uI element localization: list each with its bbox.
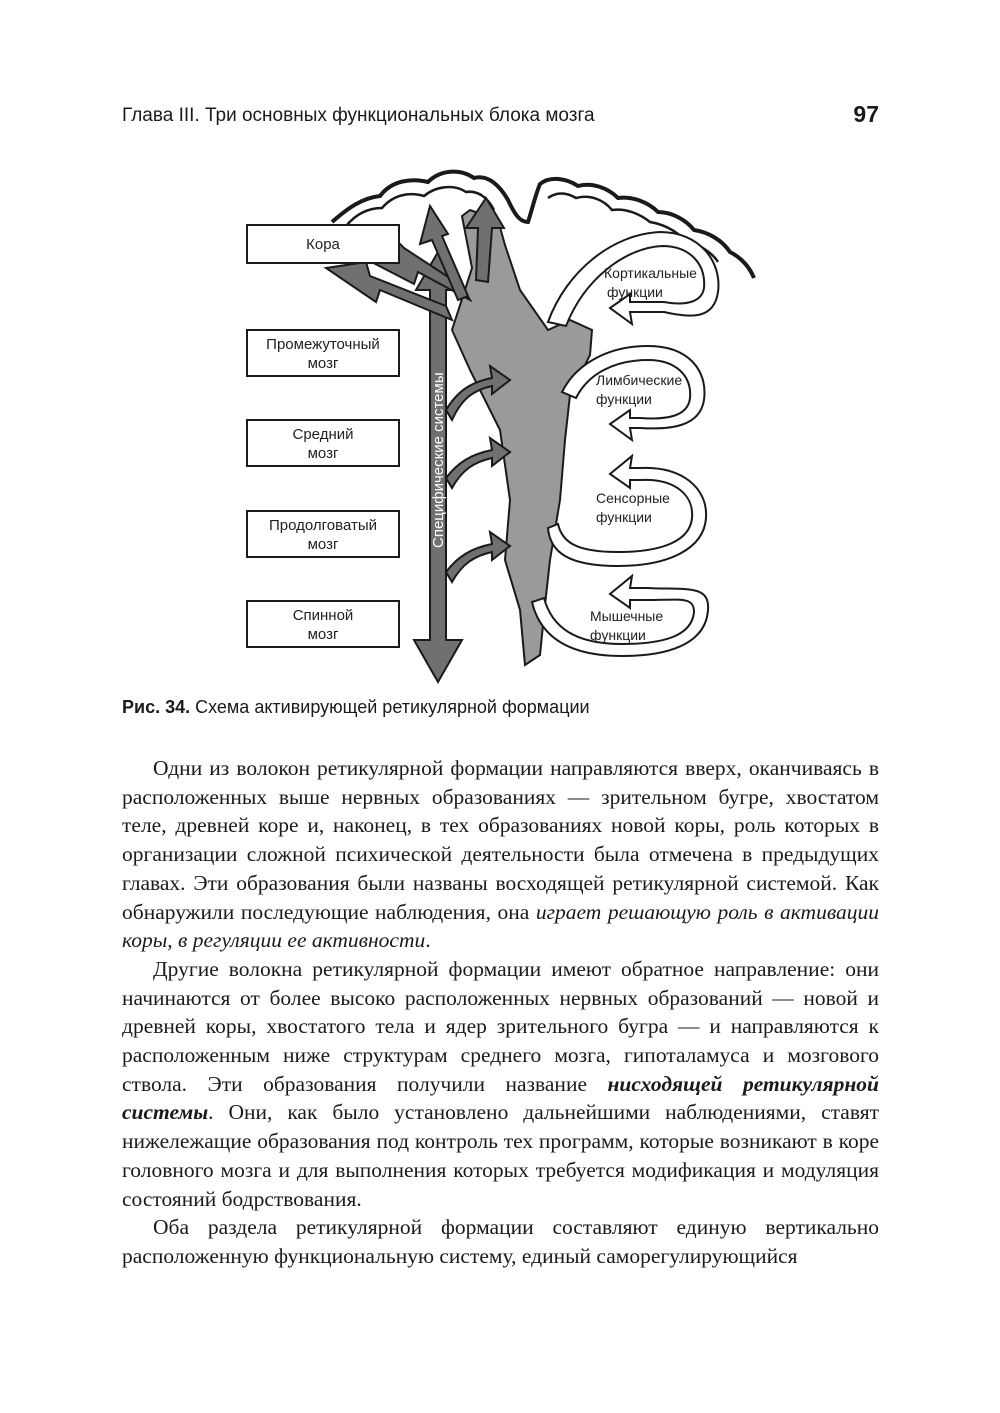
paragraph-text: Оба раздела ретикулярной формации составляют единую вертикально расположенную функциональную систему, единый саморегулирующийся xyxy=(122,1215,879,1268)
box-cortex-label: Кора xyxy=(306,236,340,253)
body-text xyxy=(122,754,879,1271)
paragraph-text: . xyxy=(425,928,431,953)
side-arrow-3 xyxy=(446,532,510,582)
box-midbrain-line1: Средний xyxy=(292,426,354,443)
paragraph-text: Одни из волокон ретикулярной формации направляются вверх, оканчиваясь в расположенных выше нервных образованиях — зрительном бугре, хвостатом теле, древней коре и, наконец, в тех образованиях новой коры, роль которых в организации сложной психической деятельности была отмечена в предыдущих главах. Эти образования были названы восходящей ретикулярной системой. Как обнаружили последующие наблюдения, она xyxy=(122,756,879,924)
muscular-functions-label-2: функции xyxy=(590,627,646,643)
box-medulla-line2: мозг xyxy=(307,536,339,553)
sensory-functions-label-2: функции xyxy=(596,509,652,525)
sensory-functions-label-1: Сенсорные xyxy=(596,490,670,506)
paragraph xyxy=(122,1213,879,1270)
specific-systems-label: Специфические системы xyxy=(430,372,447,548)
box-diencephalon-line1: Промежуточный xyxy=(266,336,380,353)
box-medulla xyxy=(247,511,399,557)
box-spinal-cord-line1: Спинной xyxy=(292,607,354,624)
side-arrow-2 xyxy=(446,438,510,488)
figure-caption xyxy=(122,697,590,718)
box-spinal-cord xyxy=(247,601,399,647)
reticular-formation-body xyxy=(452,210,592,665)
box-midbrain xyxy=(247,420,399,466)
box-midbrain-line2: мозг xyxy=(307,445,339,462)
reticular-formation-diagram xyxy=(0,0,1000,690)
box-medulla-line1: Продолговатый xyxy=(269,517,377,534)
box-cortex xyxy=(247,225,399,263)
limbic-functions-label-1: Лимбические xyxy=(596,372,683,388)
figure-caption-label: Рис. 34. xyxy=(122,697,191,717)
paragraph-text: Другие волокна ретикулярной формации имеют обратное направление: они начинаются от более высоко расположенных нервных образований — новой и древней коры, хвостатого тела и ядер зрительного бугра — и направляются к расположенным ниже структурам среднего мозга, гипоталамуса и мозгового ствола. Эти образования получили название xyxy=(122,956,879,1096)
box-diencephalon-line2: мозг xyxy=(307,355,339,372)
page-number: 97 xyxy=(853,101,879,127)
emphasis-text: играет решающую роль в активации коры, в регуляции ее активности xyxy=(122,899,880,953)
cortical-functions-label-2: функции xyxy=(607,284,663,300)
chapter-title: Глава III. Три основных функциональных блока мозга xyxy=(122,105,595,126)
muscular-functions-label-1: Мышечные xyxy=(590,608,664,624)
paragraph xyxy=(122,754,879,955)
figure-caption-text: Схема активирующей ретикулярной формации xyxy=(195,697,590,717)
emphasis-text: нисходящей ретикулярной системы xyxy=(122,1071,880,1125)
paragraph-text: . Они, как было установлено дальнейшими наблюдениями, ставят нижележащие образования под контроль тех программ, которые возникают в коре головного мозга и для выполнения которых требуется модификация и модуляция состояний бодрствования. xyxy=(122,1100,879,1211)
cortical-functions-label-1: Кортикальные xyxy=(604,265,697,281)
box-diencephalon xyxy=(247,330,399,376)
paragraph xyxy=(122,955,879,1213)
limbic-functions-label-2: функции xyxy=(596,391,652,407)
box-spinal-cord-line2: мозг xyxy=(307,626,339,643)
